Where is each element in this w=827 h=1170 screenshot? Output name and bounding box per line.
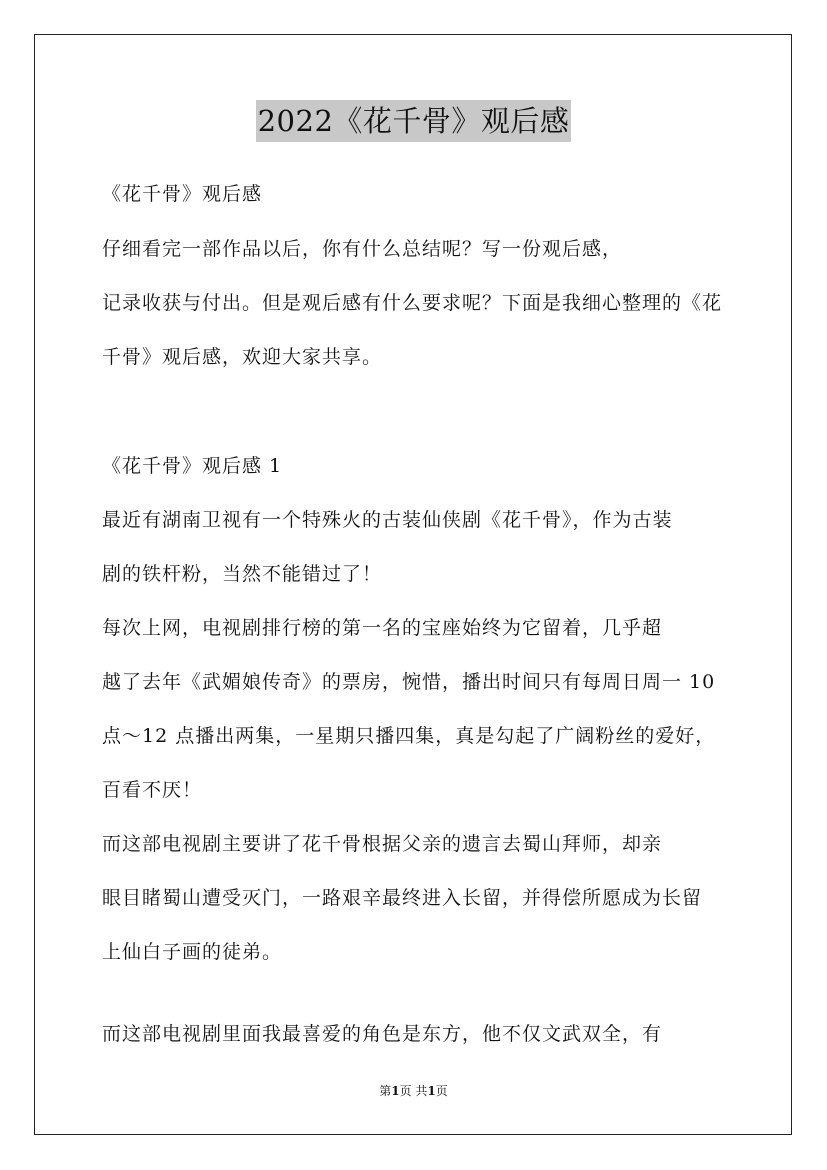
intro-line-1: 仔细看完一部作品以后，你有什么总结呢？写一份观后感， [102,238,623,260]
body-line-2: 剧的铁杆粉，当然不能错过了！ [102,563,383,585]
document-title-wrap [0,100,827,142]
body-line-3: 每次上网，电视剧排行榜的第一名的宝座始终为它留着，几乎超 [102,617,663,639]
document-title: 2022《花千骨》观后感 [256,100,572,142]
intro-line-3: 千骨》观后感，欢迎大家共享。 [102,346,383,368]
footer-page-number: 1 [391,1084,400,1098]
body-line-8: 眼目睹蜀山遭受灭门，一路艰辛最终进入长留，并得偿所愿成为长留 [102,887,703,909]
subheading: 《花千骨》观后感 [102,183,263,205]
body-line-4: 越了去年《武媚娘传奇》的票房，惋惜，播出时间只有每周日周一 10 [102,671,716,693]
footer-total-pages: 1 [427,1084,436,1098]
body-line-9: 上仙白子画的徒弟。 [102,941,283,963]
intro-line-2: 记录收获与付出。但是观后感有什么要求呢？下面是我细心整理的《花 [102,292,723,314]
footer-page-suffix: 页 共 [399,1084,428,1098]
body-line-6: 百看不厌！ [102,779,203,801]
footer-total-suffix: 页 [435,1084,448,1098]
body-line-1: 最近有湖南卫视有一个特殊火的古装仙侠剧《花千骨》，作为古装 [102,509,673,531]
section-heading-1: 《花千骨》观后感 1 [102,455,283,477]
footer-page-prefix: 第 [379,1084,392,1098]
body-line-10: 而这部电视剧里面我最喜爱的角色是东方，他不仅文武双全，有 [102,1023,663,1045]
body-line-7: 而这部电视剧主要讲了花千骨根据父亲的遗言去蜀山拜师，却亲 [102,833,663,855]
page-footer [0,1083,827,1099]
body-line-5: 点～12 点播出两集，一星期只播四集，真是勾起了广阔粉丝的爱好， [102,725,716,747]
